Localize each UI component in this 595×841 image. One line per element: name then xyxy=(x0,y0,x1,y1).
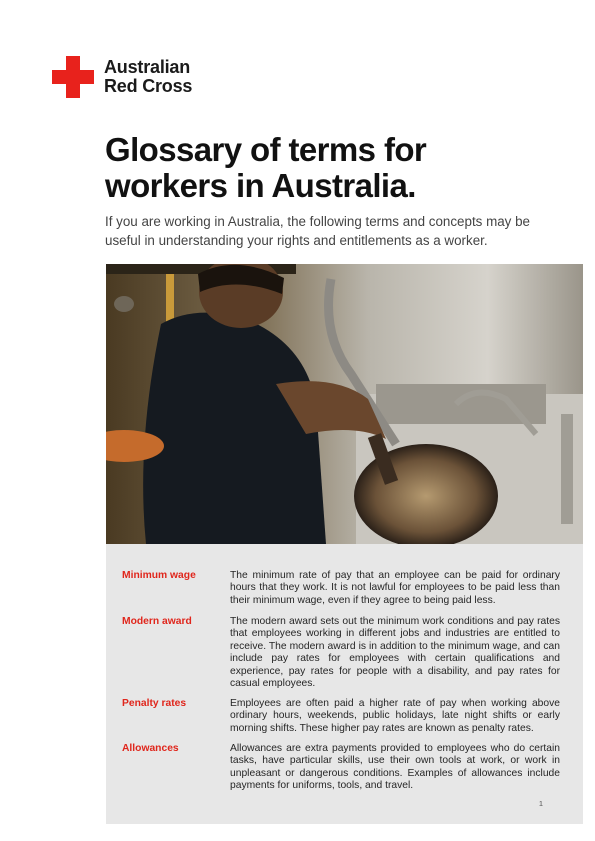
intro-paragraph: If you are working in Australia, the following terms and concepts may be useful in understanding your rights and entitlements as a worker. xyxy=(105,214,530,248)
photo-illustration xyxy=(106,264,583,544)
red-cross-icon xyxy=(52,56,94,98)
title-line-1: Glossary of terms for xyxy=(105,131,427,168)
red-cross-logo xyxy=(52,56,192,98)
glossary-row-minimum-wage xyxy=(122,570,560,607)
glossary-term: Modern award xyxy=(122,616,192,627)
glossary-panel xyxy=(106,544,583,824)
glossary-definition: The modern award sets out the minimum work conditions and pay rates that employees working in different jobs and industries are entitled to receive. The modern award is in addition to the minimum wage, and can include pay rates for employees with certain qualifications and experience, pay rates for people with a disability, and pay rates for casual employees. xyxy=(230,616,560,690)
glossary-row-allowances xyxy=(122,743,560,793)
logo-line-1: Australian xyxy=(104,57,191,77)
page-number: 1 xyxy=(538,799,543,808)
glossary-term: Penalty rates xyxy=(122,698,187,709)
kitchen-worker-photo xyxy=(106,264,583,544)
title-line-2: workers in Australia. xyxy=(105,167,416,204)
page-title xyxy=(105,132,545,204)
glossary-term: Allowances xyxy=(122,743,179,754)
glossary-definition: Allowances are extra payments provided to employees who do certain tasks, have particular skills, use their own tools at work, or work in unpleasant or dangerous conditions. Examples of allowances include payments for uniforms, tools, and travel. xyxy=(230,743,560,792)
glossary-definition: Employees are often paid a higher rate of pay when working above ordinary hours, weekends, public holidays, late night shifts or early morning shifts. These higher pay rates are known as penalty rates. xyxy=(230,698,560,734)
logo-line-2: Red Cross xyxy=(104,76,193,96)
logo-wordmark xyxy=(104,58,192,96)
glossary-row-penalty-rates xyxy=(122,698,560,735)
glossary-term: Minimum wage xyxy=(122,570,196,581)
glossary-row-modern-award xyxy=(122,616,560,690)
glossary-definition: The minimum rate of pay that an employee can be paid for ordinary hours that they work. It is not lawful for employees to be paid less than their minimum wage, even if they agree to being paid less. xyxy=(230,570,560,606)
